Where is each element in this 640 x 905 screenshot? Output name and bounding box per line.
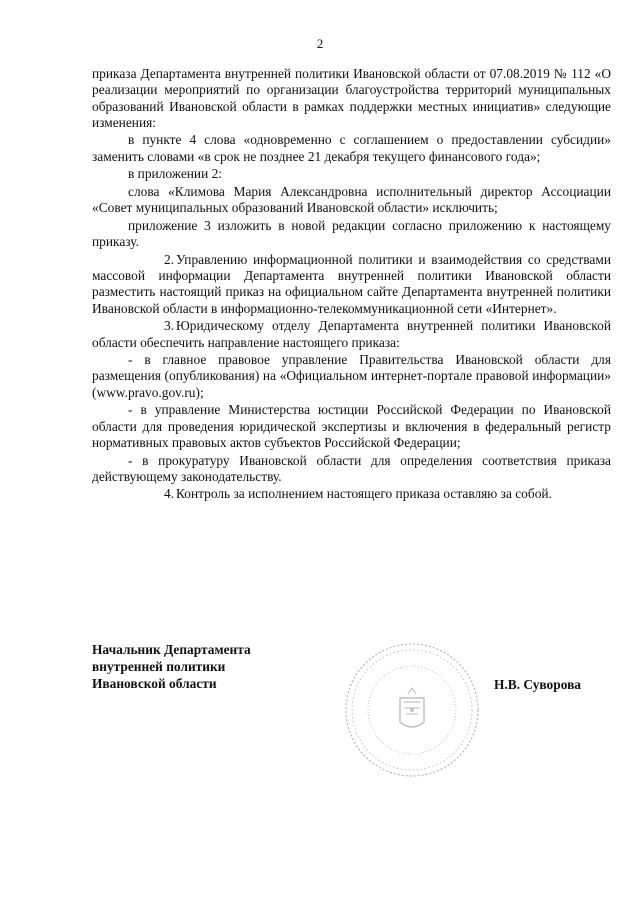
- paragraph-point-3: [92, 318, 611, 351]
- paragraph-prosecutor: - в прокуратуру Ивановской области для определения соответствия приказа действующему законодательству.: [92, 452, 611, 484]
- page-number: 2: [316, 36, 324, 51]
- paragraph-exclude-words: слова «Климова Мария Александровна исполнительный директор Ассоциации «Совет муниципальных образований Ивановской области» исключить;: [92, 183, 611, 216]
- signer-position-line: Ивановской области: [92, 676, 217, 691]
- point-number: 4.: [164, 486, 175, 502]
- signer-position-line: Начальник Департамента: [92, 642, 251, 657]
- paragraph-pravo-portal: - в главное правовое управление Правительства Ивановской области для размещения (опубликования) на «Официальном интернет-портале правовой информации» (www.pravo.gov.ru);: [92, 352, 611, 400]
- point-number: 3.: [164, 318, 175, 334]
- paragraph-appendix-2: в приложении 2:: [128, 166, 223, 182]
- signer-position-line: внутренней политики: [92, 659, 226, 674]
- document-body: [92, 66, 611, 504]
- point-text: Юридическому отделу Департамента внутренней политики Ивановской области обеспечить направление настоящего приказа:: [92, 318, 611, 350]
- paragraph-point-2: [92, 252, 611, 317]
- paragraph-point-4: [92, 486, 611, 502]
- paragraph-appendix-3: приложение 3 изложить в новой редакции согласно приложению к настоящему приказу.: [92, 217, 611, 250]
- signer-name: Н.В. Суворова: [494, 677, 581, 692]
- official-seal-icon: [342, 640, 482, 780]
- point-text: Контроль за исполнением настоящего приказа оставляю за собой.: [176, 486, 552, 502]
- paragraph-item-4-change: в пункте 4 слова «одновременно с соглашением о предоставлении субсидии» заменить словами «в срок не позднее 21 декабря текущего финансового года»;: [92, 132, 611, 164]
- paragraph-intro: приказа Департамента внутренней политики Ивановской области от 07.08.2019 № 112 «О реализации мероприятий по организации благоустройства территорий муниципальных образований Ивановской области в рамках поддержки местных инициатив» следующие изменения:: [92, 66, 611, 130]
- point-number: 2.: [164, 251, 175, 267]
- point-text: Управлению информационной политики и взаимодействия со средствами массовой информации Департамента внутренней политики Ивановской области разместить настоящий приказ на официальном сайте Департамента внутренней политики Ивановской области в информационно-телекоммуникационной сети «Интернет».: [92, 251, 611, 316]
- paragraph-ministry-justice: - в управление Министерства юстиции Российской Федерации по Ивановской области для проведения юридической экспертизы и включения в федеральный регистр нормативных правовых актов субъектов Российской Федерации;: [92, 402, 611, 450]
